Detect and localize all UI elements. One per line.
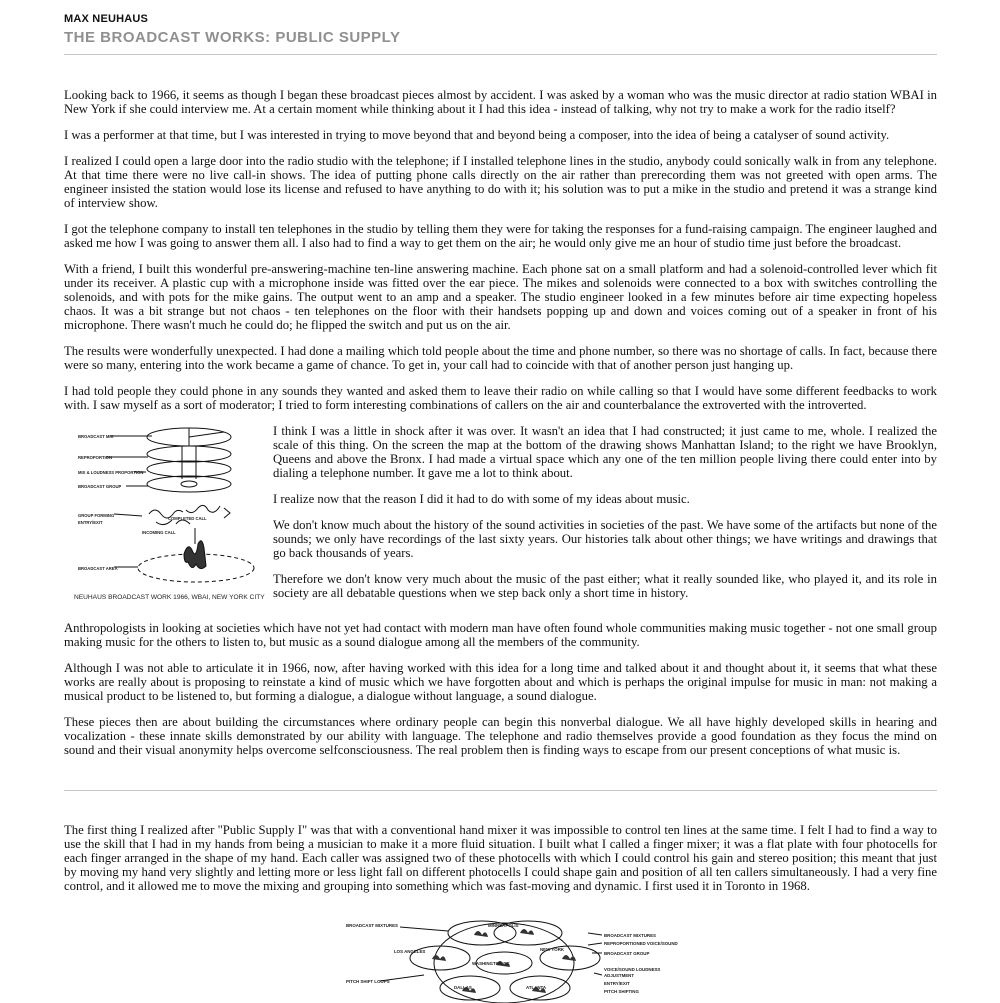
paragraph: I got the telephone company to install ten telephones in the studio by telling them they were for taking the responses for a fund-raising campaign. The engineer laughed and asked me how I was going to answer them all. I also had to find a way to get them on the air; he would only give me an hour of studio time just before the broadcast. [64,222,937,250]
header-divider [64,54,937,55]
page-title: THE BROADCAST WORKS: PUBLIC SUPPLY [64,29,401,46]
paragraph: Therefore we don't know very much about the music of the past either; what it really sounded like, who played it, and its role in society are all debatable questions when we step back only a short time in history. [273,572,937,600]
paragraph: Although I was not able to articulate it in 1966, now, after having worked with this idea for a long time and talked about it and thought about it, it seems that what these works are really about is proposing to reinstate a kind of music which we have forgotten about and which is perhaps the original impulse for music in man: not making a musical product to be listened to, but forming a dialogue, a dialogue without language, a sound dialogue. [64,661,937,703]
label-voice-sound-loudness: VOICE/SOUND LOUDNESS [604,967,661,972]
figure-caption: NEUHAUS BROADCAST WORK 1966, WBAI, NEW YORK CITY [74,594,265,601]
paragraph: I realize now that the reason I did it had to do with some of my ideas about music. [273,492,690,506]
label-broadcast-mixtures-right: BROADCAST MIXTURES [604,933,656,938]
paragraph: I think I was a little in shock after it was over. It wasn't an idea that I had constructed; it just came to me, whole. I realized the scale of this thing. On the screen the map at the bottom of the drawing shows Manhattan Island; to the right we have Brooklyn, Queens and above the Bronx. I had made a virtual space which any one of the ten million people living there could enter into by dialing a telephone number. It gave me a lot to think about. [273,424,937,480]
label-new-york: NEW YORK [540,947,565,952]
label-adjustment: ADJUSTMENT [604,973,635,978]
label-los-angeles: LOS ANGELES [394,949,426,954]
label-completed-call: COMPLETED CALL [168,516,207,521]
author-name: MAX NEUHAUS [64,13,149,25]
section-public-supply-1 [64,88,937,769]
paragraph: These pieces then are about building the circumstances where ordinary people can begin this nonverbal dialogue. We all have highly developed skills in hearing and vocalization - these innate skills demonstrated by our ability with language. The telephone and radio themselves provide a good foundation as they focus the mind on sound and their visual anonymity helps overcome selfconsciousness. The real problem then is finding ways to escape from our present conceptions of what music is. [64,715,937,757]
paragraph: I had told people they could phone in any sounds they wanted and asked them to leave their radio on while calling so that I would have some different feedbacks to work with. I saw myself as a sort of moderator; I tried to form interesting combinations of callers on the air and counterbalance the extroverted with the introverted. [64,384,937,412]
label-broadcast-area: BROADCAST AREA [78,566,118,571]
label-atlanta: ATLANTA [526,985,547,990]
paragraph: With a friend, I built this wonderful pre-answering-machine ten-line answering machine. Each phone sat on a small platform and had a solenoid-controlled lever which fit under its receiver. A plastic cup with a microphone inside was fitted over the ear piece. The mikes and solenoids were connected to a box with switches controlling the solenoids, and with pots for the mike gains. The output went to an amp and a speaker. The studio engineer looked in a few minutes before air time expecting hopeless chaos. It was a bit strange but not chaos - ten telephones on the floor with their handsets popping up and down and voices coming out of a speaker in front of his microphone. There wasn't much he could do; he flipped the switch and put us on the air. [64,262,937,332]
label-washington: WASHINGTON DC [472,961,510,966]
paragraph: I was a performer at that time, but I was interested in trying to move beyond that and beyond being a composer, into the idea of being a catalyser of sound activity. [64,128,890,142]
section-public-supply-2 [64,823,937,994]
section-divider [64,790,937,791]
multi-city-broadcast-diagram [344,913,678,1003]
label-entry-exit: ENTRY/EXIT [78,520,103,525]
label-incoming-call: INCOMING CALL [142,530,176,535]
label-minneapolis: MINNEAPOLIS [488,923,519,928]
label-broadcast-group-right: BROADCAST GROUP [604,951,650,956]
label-entry-exit-2: ENTRY/EXIT [604,981,630,986]
label-reproportion: REPROPORTION [78,455,112,460]
diagram-strokes [106,428,254,582]
paragraph: The results were wonderfully unexpected. I had done a mailing which told people about the time and phone number, so there was no shortage of calls. In fact, because there were so many, entering into the work became a game of chance. To get in, your call had to coincide with that of another person just hanging up. [64,344,937,372]
label-broadcast-group: BROADCAST GROUP [78,484,122,489]
paragraph: Anthropologists in looking at societies which have not yet had contact with modern man have often found whole communities making music together - not one small group making music for the others to listen to, but music as a sound dialogue among all the members of the community. [64,621,937,649]
label-group-forming: GROUP FORMING [78,513,115,518]
label-broadcast-mix: BROADCAST MIX [78,434,114,439]
paragraph: The first thing I realized after "Public Supply I" was that with a conventional hand mixer it was impossible to control ten lines at the same time. I felt I had to find a way to use the skill that I had in my hands from being a musician to make it a more fluid situation. I built what I called a finger mixer; it was a flat plate with four photocells for each finger arranged in the shape of my hand. Each caller was assigned two of these photocells with which I could control his gain and stereo position; this meant that just by moving my hand very slightly and letting more or less light fall on different photocells I could shape gain and position of all ten callers simultaneously. I had a very fine control, and it allowed me to move the mixing and grouping into something which was fast-moving and dynamic. I first used it in Toronto in 1968. [64,823,937,893]
figure-with-text [64,424,937,614]
figure-side-text [273,424,937,612]
wbai-broadcast-diagram [64,424,269,604]
label-reproportioned: REPROPORTIONED VOICE/SOUND [604,941,678,946]
paragraph: We don't know much about the history of the sound activities in societies of the past. We have some of the artifacts but none of the sounds; we only have recordings of the last sixty years. Our histories talk about other things; we have writings and drawings that go back thousands of years. [273,518,937,560]
label-dallas: DALLAS [454,985,472,990]
paragraph: I realized I could open a large door into the radio studio with the telephone; if I installed telephone lines in the studio, anybody could sonically walk in from any telephone. At that time there were no live call-in shows. The idea of putting phone calls directly on the air rather than prerecording them was not greeted with open arms. The engineer insisted the station would lose its license and refused to have anything to do with it; his solution was to put a mike in the studio and pretend it was a strange kind of interview show. [64,154,937,210]
label-pitch-shift-loops: PITCH SHIFT LOOPS [346,979,390,984]
label-pitch-shifting: PITCH SHIFTING [604,989,639,994]
paragraph: Looking back to 1966, it seems as though I began these broadcast pieces almost by accident. I was asked by a woman who was the music director at radio station WBAI in New York if she could interview me. At a certain moment while thinking about it I had this idea - instead of talking, why not try to make a work for the radio itself? [64,88,937,116]
label-broadcast-mixtures: BROADCAST MIXTURES [346,923,398,928]
label-mix-loudness: MIX & LOUDNESS PROPORTION [78,470,144,475]
